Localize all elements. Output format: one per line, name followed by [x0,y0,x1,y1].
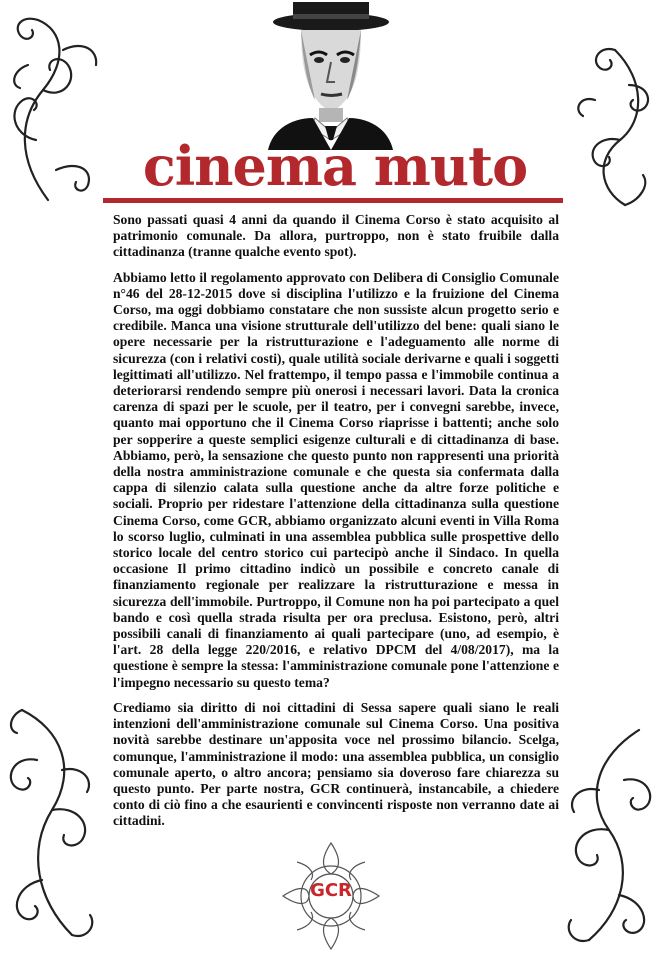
silent-film-actor-portrait-icon [263,0,398,150]
article-body [113,212,559,839]
title-underline [103,198,563,203]
swirl-ornament-top-right-icon [565,40,655,210]
paragraph-closing: Crediamo sia diritto di noi cittadini di Sessa sapere quali siano le reali intenzioni dell'amministrazione comunale sul Cinema Corso. Una positiva novità sarebbe destinare un'apposita voce nel prossimo bilancio. Scelga, comunque, l'amministrazione il modo: una assemblea pubblica, un consiglio comunale aperto, o altro ancora; pensiamo sia doveroso fare chiarezza su questo punto. Per parte nostra, GCR continuerà, instancabile, a chiedere conto di ciò fino a che esaurienti e convincenti risposte non verranno date ai cittadini. [113,699,559,829]
page-title: cinema muto [142,134,528,198]
swirl-ornament-top-left-icon [8,10,108,210]
paragraph-intro: Sono passati quasi 4 anni da quando il Cinema Corso è stato acquisito al patrimonio comunale. Da allora, purtroppo, non è stato fruibile dalla cittadinanza (tranne qualche evento spot). [113,212,559,260]
swirl-ornament-bottom-right-icon [559,720,659,950]
swirl-ornament-bottom-left-icon [2,700,102,950]
paragraph-main: Abbiamo letto il regolamento approvato con Delibera di Consiglio Comunale n°46 del 28-12-2015 dove si disciplina l'utilizzo e la fruizione del Cinema Corso, ma oggi dobbiamo constatare che non sussiste alcun progetto serio e credibile. Manca una visione strutturale dell'utilizzo del bene: quali siano le opere necessarie per la ristrutturazione e l'adeguamento alle norme di sicurezza (con i relativi costi), quale utilità sociale derivarne e quali i soggetti legittimati all'utilizzo. Nel frattempo, il tempo passa e l'immobile continua a deteriorarsi rendendo sempre più onerosi i necessari lavori. Data la cronica carenza di spazi per le scuole, per il teatro, per i convegni sarebbe, invece, quanto mai opportuno che il Cinema Corso riaprisse i battenti; anche solo per sopperire a queste semplici esigenze culturali e di cittadinanza di base. Abbiamo, però, la sensazione che questo punto non rappresenti una priorità della nostra amministrazione comunale e che questa sia confermata dalla cappa di silenzio calata sulla questione anche da altre forze politiche e sociali. Proprio per ridestare l'attenzione della cittadinanza sulla questione Cinema Corso, come GCR, abbiamo organizzato alcuni eventi in Villa Roma lo scorso luglio, culminati in una assemblea pubblica sulle prospettive dello storico locale del centro storico cui partecipò anche il Sindaco. In quella occasione Il primo cittadino indicò un possibile e concreto canale di finanziamento regionale per realizzare la ristrutturazione e messa in sicurezza dell'immobile. Purtroppo, il Comune non ha poi partecipato a quel bando e così quella strada risulta per ora preclusa. Esistono, però, altri possibili canali di finanziamento ai quali partecipare (uno, ad esempio, è l'art. 28 della legge 220/2016, e relativo DPCM del 4/08/2017), ma la questione è sempre la stessa: l'amministrazione comunale pone l'attenzione e l'impegno necessario su questo tema? [113,269,559,690]
gcr-logo-text: GCR [310,880,352,901]
